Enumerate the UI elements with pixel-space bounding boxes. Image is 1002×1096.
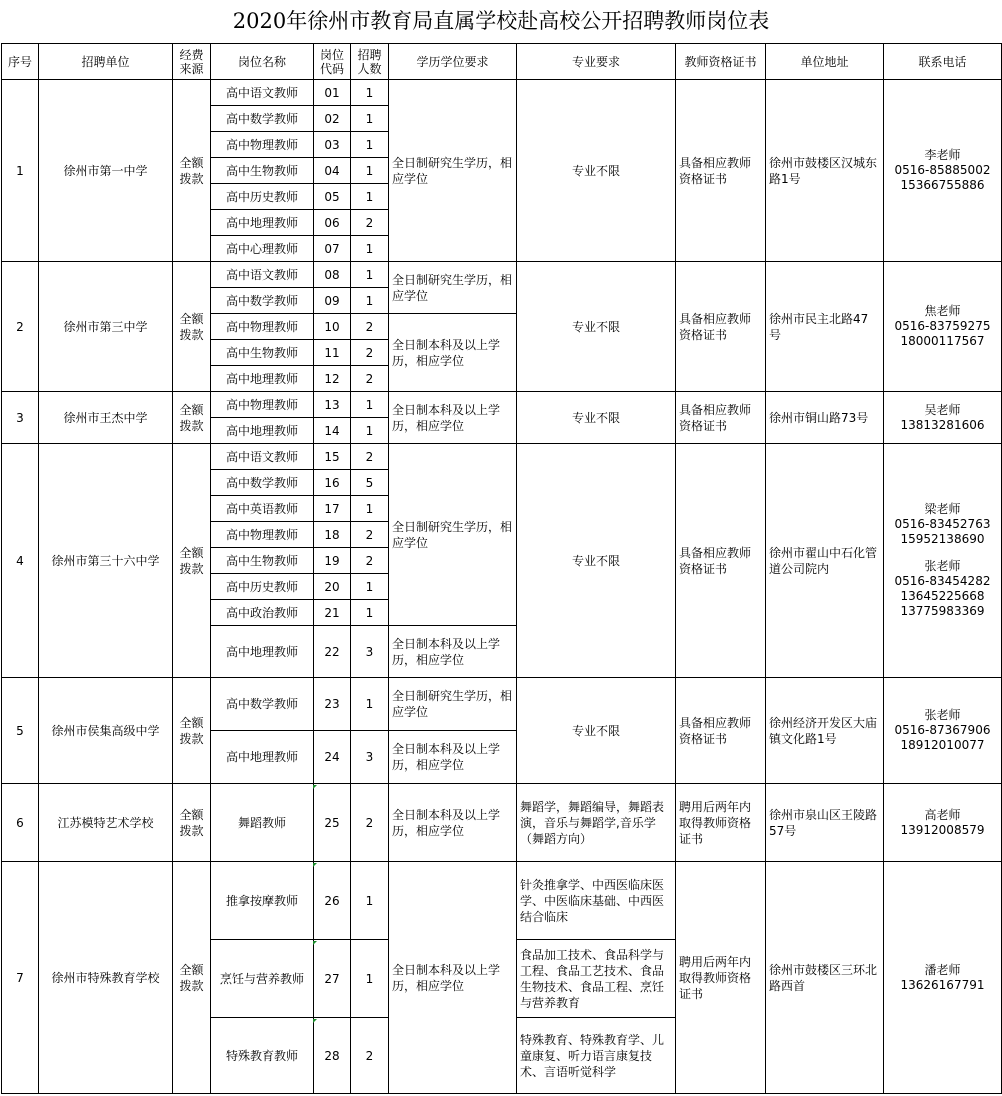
header-major: 专业要求 bbox=[517, 44, 676, 80]
education-cell: 全日制本科及以上学历，相应学位 bbox=[389, 784, 517, 862]
contact-name: 高老师 bbox=[924, 807, 961, 822]
major-cell: 特殊教育、特殊教育学、儿童康复、听力语言康复技术、言语听觉科学 bbox=[517, 1018, 676, 1094]
contact-name: 张老师 bbox=[924, 708, 961, 722]
count-cell: 2 bbox=[351, 210, 389, 236]
contact-phone: 13645225668 bbox=[900, 589, 985, 603]
recruitment-table bbox=[1, 43, 1002, 1094]
page-title: 2020年徐州市教育局直属学校赴高校公开招聘教师岗位表 bbox=[232, 9, 770, 33]
unit-cell: 江苏模特艺术学校 bbox=[39, 784, 173, 862]
contact-name: 吴老师 bbox=[924, 402, 961, 417]
education-cell: 全日制本科及以上学历，相应学位 bbox=[389, 731, 517, 784]
cell-comment-marker bbox=[313, 1019, 317, 1023]
contact-cell bbox=[884, 444, 1002, 678]
seq-cell: 1 bbox=[2, 80, 39, 262]
unit-cell: 徐州市第三中学 bbox=[39, 262, 173, 392]
funding-cell: 全额拨款 bbox=[173, 862, 211, 1094]
contact-name: 潘老师 bbox=[924, 962, 961, 977]
major-cell: 专业不限 bbox=[517, 678, 676, 784]
code-cell: 19 bbox=[314, 548, 351, 574]
contact-cell bbox=[884, 862, 1002, 1094]
code-cell: 05 bbox=[314, 184, 351, 210]
contact-cell bbox=[884, 678, 1002, 784]
position-cell: 高中数学教师 bbox=[211, 288, 314, 314]
count-cell: 1 bbox=[351, 392, 389, 418]
address-cell: 徐州市泉山区王陵路57号 bbox=[766, 784, 884, 862]
cert-cell: 具备相应教师资格证书 bbox=[676, 262, 766, 392]
cell-comment-marker bbox=[313, 941, 317, 945]
count-cell: 1 bbox=[351, 236, 389, 262]
code-cell: 25 bbox=[314, 784, 351, 862]
education-cell: 全日制本科及以上学历，相应学位 bbox=[389, 314, 517, 392]
count-cell: 1 bbox=[351, 184, 389, 210]
position-cell: 高中数学教师 bbox=[211, 678, 314, 731]
code-cell: 18 bbox=[314, 522, 351, 548]
position-cell: 高中地理教师 bbox=[211, 210, 314, 236]
position-cell: 高中生物教师 bbox=[211, 548, 314, 574]
seq-cell: 7 bbox=[2, 862, 39, 1094]
position-cell: 高中英语教师 bbox=[211, 496, 314, 522]
contact-phone: 15366755886 bbox=[900, 178, 985, 192]
count-cell: 5 bbox=[351, 470, 389, 496]
count-cell: 1 bbox=[351, 940, 389, 1018]
cert-cell: 聘用后两年内取得教师资格证书 bbox=[676, 862, 766, 1094]
major-cell: 专业不限 bbox=[517, 392, 676, 444]
count-cell: 1 bbox=[351, 106, 389, 132]
unit-cell: 徐州市侯集高级中学 bbox=[39, 678, 173, 784]
education-cell: 全日制本科及以上学历，相应学位 bbox=[389, 626, 517, 678]
header-address: 单位地址 bbox=[766, 44, 884, 80]
code-cell: 23 bbox=[314, 678, 351, 731]
contact-phone: 0516-83454282 bbox=[894, 574, 991, 588]
position-cell: 高中语文教师 bbox=[211, 262, 314, 288]
seq-cell: 2 bbox=[2, 262, 39, 392]
contact-cell bbox=[884, 784, 1002, 862]
code-cell: 26 bbox=[314, 862, 351, 940]
contact-cell bbox=[884, 80, 1002, 262]
code-cell: 01 bbox=[314, 80, 351, 106]
code-cell: 11 bbox=[314, 340, 351, 366]
unit-cell: 徐州市第三十六中学 bbox=[39, 444, 173, 678]
code-cell: 04 bbox=[314, 158, 351, 184]
address-cell: 徐州市鼓楼区三环北路西首 bbox=[766, 862, 884, 1094]
header-code: 岗位代码 bbox=[314, 44, 351, 80]
funding-cell: 全额拨款 bbox=[173, 80, 211, 262]
funding-cell: 全额拨款 bbox=[173, 444, 211, 678]
count-cell: 1 bbox=[351, 574, 389, 600]
education-cell: 全日制研究生学历，相应学位 bbox=[389, 80, 517, 262]
funding-cell: 全额拨款 bbox=[173, 262, 211, 392]
contact-name: 李老师 bbox=[924, 148, 961, 162]
code-cell: 21 bbox=[314, 600, 351, 626]
code-cell: 20 bbox=[314, 574, 351, 600]
count-cell: 1 bbox=[351, 132, 389, 158]
count-cell: 1 bbox=[351, 600, 389, 626]
code-cell: 22 bbox=[314, 626, 351, 678]
code-cell: 15 bbox=[314, 444, 351, 470]
contact-phone: 13626167791 bbox=[900, 977, 985, 992]
contact-phone: 0516-83759275 bbox=[894, 319, 991, 333]
contact-phone: 18912010077 bbox=[900, 738, 985, 752]
position-cell: 高中地理教师 bbox=[211, 366, 314, 392]
count-cell: 2 bbox=[351, 340, 389, 366]
code-cell: 10 bbox=[314, 314, 351, 340]
seq-cell: 4 bbox=[2, 444, 39, 678]
count-cell: 2 bbox=[351, 366, 389, 392]
count-cell: 2 bbox=[351, 1018, 389, 1094]
funding-cell: 全额拨款 bbox=[173, 784, 211, 862]
code-cell: 24 bbox=[314, 731, 351, 784]
education-cell: 全日制本科及以上学历，相应学位 bbox=[389, 392, 517, 444]
major-cell: 专业不限 bbox=[517, 262, 676, 392]
count-cell: 3 bbox=[351, 731, 389, 784]
position-cell: 高中数学教师 bbox=[211, 470, 314, 496]
cert-cell: 聘用后两年内取得教师资格证书 bbox=[676, 784, 766, 862]
cert-cell: 具备相应教师资格证书 bbox=[676, 678, 766, 784]
position-cell: 高中地理教师 bbox=[211, 731, 314, 784]
education-cell: 全日制研究生学历，相应学位 bbox=[389, 444, 517, 626]
major-cell: 专业不限 bbox=[517, 80, 676, 262]
position-cell: 推拿按摩教师 bbox=[211, 862, 314, 940]
table-row bbox=[2, 262, 1002, 288]
count-cell: 2 bbox=[351, 522, 389, 548]
code-cell: 02 bbox=[314, 106, 351, 132]
address-cell: 徐州市鼓楼区汉城东路1号 bbox=[766, 80, 884, 262]
table-row bbox=[2, 444, 1002, 470]
cell-comment-marker bbox=[313, 785, 317, 789]
code-cell: 03 bbox=[314, 132, 351, 158]
position-cell: 舞蹈教师 bbox=[211, 784, 314, 862]
contact-phone: 13813281606 bbox=[900, 417, 985, 432]
contact-phone: 0516-85885002 bbox=[894, 163, 991, 177]
position-cell: 高中政治教师 bbox=[211, 600, 314, 626]
position-cell: 高中语文教师 bbox=[211, 80, 314, 106]
cert-cell: 具备相应教师资格证书 bbox=[676, 80, 766, 262]
position-cell: 高中语文教师 bbox=[211, 444, 314, 470]
header-row bbox=[2, 44, 1002, 80]
count-cell: 2 bbox=[351, 314, 389, 340]
seq-cell: 5 bbox=[2, 678, 39, 784]
code-cell: 06 bbox=[314, 210, 351, 236]
count-cell: 1 bbox=[351, 862, 389, 940]
code-cell: 27 bbox=[314, 940, 351, 1018]
code-cell: 07 bbox=[314, 236, 351, 262]
code-cell: 13 bbox=[314, 392, 351, 418]
position-cell: 高中心理教师 bbox=[211, 236, 314, 262]
major-cell: 舞蹈学，舞蹈编导，舞蹈表演，音乐与舞蹈学,音乐学（舞蹈方向） bbox=[517, 784, 676, 862]
count-cell: 1 bbox=[351, 262, 389, 288]
position-cell: 高中生物教师 bbox=[211, 340, 314, 366]
count-cell: 1 bbox=[351, 158, 389, 184]
contact-name: 梁老师 bbox=[924, 502, 961, 516]
cert-cell: 具备相应教师资格证书 bbox=[676, 392, 766, 444]
contact-phone: 15952138690 bbox=[900, 532, 985, 546]
education-cell: 全日制研究生学历，相应学位 bbox=[389, 262, 517, 314]
code-cell: 09 bbox=[314, 288, 351, 314]
table-row bbox=[2, 80, 1002, 106]
code-cell: 14 bbox=[314, 418, 351, 444]
unit-cell: 徐州市第一中学 bbox=[39, 80, 173, 262]
contact-phone: 0516-83452763 bbox=[894, 517, 991, 531]
unit-cell: 徐州市特殊教育学校 bbox=[39, 862, 173, 1094]
position-cell: 高中物理教师 bbox=[211, 314, 314, 340]
header-position: 岗位名称 bbox=[211, 44, 314, 80]
contact-cell bbox=[884, 262, 1002, 392]
count-cell: 1 bbox=[351, 80, 389, 106]
table-row bbox=[2, 784, 1002, 862]
address-cell: 徐州市民主北路47号 bbox=[766, 262, 884, 392]
position-cell: 高中历史教师 bbox=[211, 184, 314, 210]
count-cell: 1 bbox=[351, 288, 389, 314]
header-unit: 招聘单位 bbox=[39, 44, 173, 80]
table-row bbox=[2, 862, 1002, 940]
unit-cell: 徐州市王杰中学 bbox=[39, 392, 173, 444]
position-cell: 高中历史教师 bbox=[211, 574, 314, 600]
funding-cell: 全额拨款 bbox=[173, 392, 211, 444]
header-phone: 联系电话 bbox=[884, 44, 1002, 80]
position-cell: 高中生物教师 bbox=[211, 158, 314, 184]
count-cell: 1 bbox=[351, 678, 389, 731]
position-cell: 高中地理教师 bbox=[211, 626, 314, 678]
position-cell: 高中物理教师 bbox=[211, 132, 314, 158]
contact-phone: 13775983369 bbox=[900, 604, 985, 618]
code-cell: 28 bbox=[314, 1018, 351, 1094]
header-funding: 经费来源 bbox=[173, 44, 211, 80]
table-row bbox=[2, 678, 1002, 731]
header-count: 招聘人数 bbox=[351, 44, 389, 80]
count-cell: 3 bbox=[351, 626, 389, 678]
header-cert: 教师资格证书 bbox=[676, 44, 766, 80]
address-cell: 徐州市翟山中石化管道公司院内 bbox=[766, 444, 884, 678]
code-cell: 16 bbox=[314, 470, 351, 496]
major-cell: 专业不限 bbox=[517, 444, 676, 678]
address-cell: 徐州经济开发区大庙镇文化路1号 bbox=[766, 678, 884, 784]
position-cell: 高中物理教师 bbox=[211, 392, 314, 418]
count-cell: 1 bbox=[351, 418, 389, 444]
funding-cell: 全额拨款 bbox=[173, 678, 211, 784]
contact-phone: 13912008579 bbox=[900, 822, 985, 837]
address-cell: 徐州市铜山路73号 bbox=[766, 392, 884, 444]
education-cell: 全日制本科及以上学历，相应学位 bbox=[389, 862, 517, 1094]
seq-cell: 3 bbox=[2, 392, 39, 444]
major-cell: 针灸推拿学、中西医临床医学、中医临床基础、中西医结合临床 bbox=[517, 862, 676, 940]
count-cell: 2 bbox=[351, 444, 389, 470]
contact-phone: 18000117567 bbox=[900, 334, 985, 348]
table-row bbox=[2, 392, 1002, 418]
header-education: 学历学位要求 bbox=[389, 44, 517, 80]
code-cell: 17 bbox=[314, 496, 351, 522]
contact-name: 张老师 bbox=[924, 559, 961, 573]
position-cell: 高中地理教师 bbox=[211, 418, 314, 444]
education-cell: 全日制研究生学历，相应学位 bbox=[389, 678, 517, 731]
contact-name: 焦老师 bbox=[924, 304, 961, 318]
position-cell: 烹饪与营养教师 bbox=[211, 940, 314, 1018]
position-cell: 高中数学教师 bbox=[211, 106, 314, 132]
code-cell: 12 bbox=[314, 366, 351, 392]
position-cell: 特殊教育教师 bbox=[211, 1018, 314, 1094]
cert-cell: 具备相应教师资格证书 bbox=[676, 444, 766, 678]
contact-phone: 0516-87367906 bbox=[894, 723, 991, 737]
count-cell: 2 bbox=[351, 784, 389, 862]
position-cell: 高中物理教师 bbox=[211, 522, 314, 548]
major-cell: 食品加工技术、食品科学与工程、食品工艺技术、食品生物技术、食品工程、烹饪与营养教育 bbox=[517, 940, 676, 1018]
count-cell: 2 bbox=[351, 548, 389, 574]
code-cell: 08 bbox=[314, 262, 351, 288]
contact-cell bbox=[884, 392, 1002, 444]
header-seq: 序号 bbox=[2, 44, 39, 80]
count-cell: 1 bbox=[351, 496, 389, 522]
cell-comment-marker bbox=[313, 863, 317, 867]
seq-cell: 6 bbox=[2, 784, 39, 862]
